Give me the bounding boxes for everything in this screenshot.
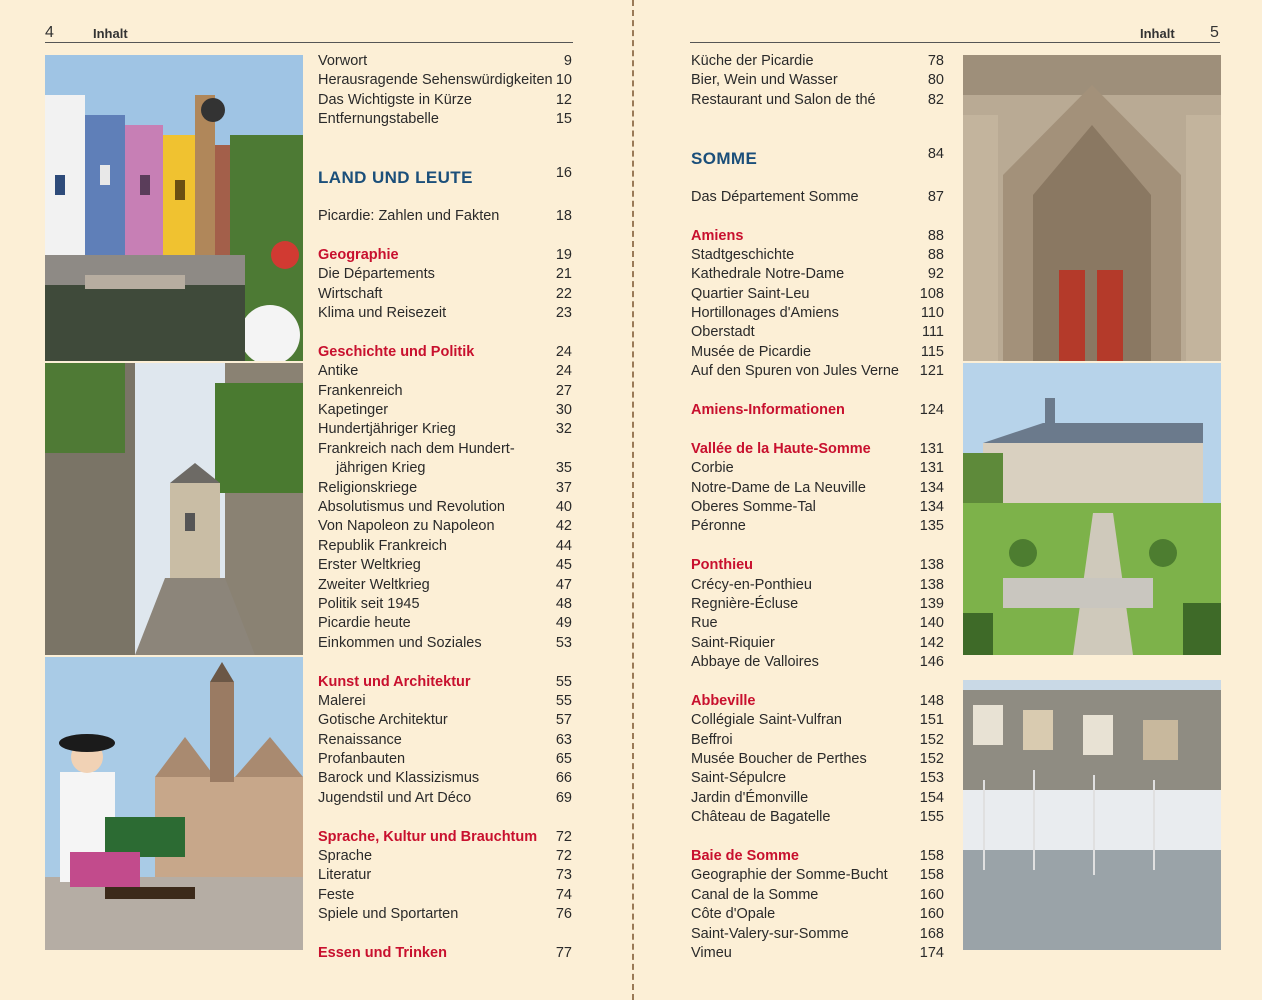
toc-entry-title: Canal de la Somme <box>691 886 819 903</box>
toc-chapter-heading <box>691 440 944 459</box>
toc-entry-page: 9 <box>563 53 572 69</box>
toc-entry <box>691 711 944 730</box>
toc-entry <box>691 459 944 478</box>
photo-canal-houses <box>45 55 303 361</box>
toc-entry-page: 22 <box>555 285 572 302</box>
toc-entry-page: 42 <box>555 518 572 535</box>
toc-entry-page: 24 <box>555 363 572 380</box>
toc-entry-page: 77 <box>555 944 572 961</box>
toc-entry-title: Vallée de la Haute-Somme <box>691 440 871 457</box>
toc-entry-title: Baie de Somme <box>691 848 799 865</box>
toc-spacer <box>691 673 944 692</box>
toc-entry-page: 168 <box>919 925 944 942</box>
toc-entry-page: 115 <box>920 343 944 360</box>
toc-entry-page: 92 <box>927 266 944 283</box>
toc-entry <box>691 808 944 827</box>
toc-entry-title: Vimeu <box>691 944 732 961</box>
toc-entry-title: Jardin d'Émonville <box>691 789 809 806</box>
toc-entry-title: Spiele und Sportarten <box>318 906 459 923</box>
photo-cathedral-portal <box>963 55 1221 361</box>
toc-entry-title: Essen und Trinken <box>318 944 447 961</box>
toc-entry <box>318 789 572 808</box>
toc-entry-title: Ponthieu <box>691 557 754 574</box>
toc-entry-page: 110 <box>920 305 944 322</box>
toc-entry-page: 12 <box>555 91 572 108</box>
toc-entry-page: 148 <box>919 692 944 709</box>
toc-entry-title: Stadtgeschichte <box>691 246 795 263</box>
toc-entry-page: 87 <box>927 188 944 205</box>
toc-entry-title: Geographie der Somme-Bucht <box>691 867 888 884</box>
toc-entry-title: Saint-Valery-sur-Somme <box>691 925 849 942</box>
toc-chapter-heading <box>691 401 944 420</box>
toc-entry-title: Renaissance <box>318 731 402 748</box>
toc-entry <box>691 71 944 90</box>
toc-entry-page: 88 <box>927 246 944 263</box>
toc-entry <box>318 731 572 750</box>
toc-entry-page: 138 <box>919 557 944 574</box>
toc-entry-title: Barock und Klassizismus <box>318 770 480 787</box>
toc-entry <box>318 595 572 614</box>
photo-statue-town-hall <box>45 657 303 950</box>
toc-part-heading <box>691 145 944 168</box>
toc-entry <box>318 91 572 110</box>
right-page <box>634 0 1262 1000</box>
toc-entry <box>318 614 572 633</box>
toc-entry <box>691 789 944 808</box>
toc-entry <box>318 769 572 788</box>
toc-entry <box>691 246 944 265</box>
toc-entry-page: 19 <box>555 246 572 263</box>
toc-entry-page: 139 <box>919 595 944 612</box>
toc-left <box>318 52 572 963</box>
toc-spacer <box>691 168 944 187</box>
toc-entry-title: Rue <box>691 615 718 632</box>
toc-entry <box>318 886 572 905</box>
toc-entry-title: Quartier Saint-Leu <box>691 285 810 302</box>
toc-entry-title: Klima und Reisezeit <box>318 305 447 322</box>
toc-entry <box>318 692 572 711</box>
toc-entry <box>691 576 944 595</box>
toc-entry-title: Sprache <box>318 848 373 865</box>
toc-spacer <box>691 420 944 439</box>
toc-entry-title: Herausragende Sehenswürdigkeiten <box>318 72 553 89</box>
toc-entry <box>691 91 944 110</box>
toc-entry <box>318 479 572 498</box>
toc-spacer <box>318 808 572 827</box>
toc-entry-page: 65 <box>555 751 572 768</box>
toc-entry-page: 134 <box>919 499 944 515</box>
toc-entry-page: 152 <box>919 731 944 748</box>
toc-entry <box>691 343 944 362</box>
header-rule-left <box>45 42 573 43</box>
toc-entry-page: 27 <box>555 382 572 399</box>
toc-spacer <box>318 323 572 342</box>
toc-entry-page: 73 <box>555 867 572 884</box>
toc-entry <box>318 634 572 653</box>
toc-chapter-heading <box>318 828 572 847</box>
toc-entry-title: Picardie: Zahlen und Fakten <box>318 208 500 225</box>
toc-entry-title: Bier, Wein und Wasser <box>691 72 838 89</box>
toc-entry <box>691 323 944 342</box>
toc-entry-title: Antike <box>318 363 359 380</box>
toc-entry-page: 152 <box>919 751 944 768</box>
toc-entry <box>318 517 572 536</box>
toc-spacer <box>318 925 572 944</box>
toc-entry <box>691 479 944 498</box>
toc-entry <box>691 614 944 633</box>
toc-entry-title: Politik seit 1945 <box>318 595 420 612</box>
toc-entry <box>691 304 944 323</box>
toc-entry-title: Hortillonages d'Amiens <box>691 305 839 322</box>
toc-entry-page: 108 <box>919 285 944 302</box>
toc-entry-page: 140 <box>919 615 944 632</box>
toc-entry-page: 63 <box>555 731 572 748</box>
toc-entry-page: 44 <box>555 537 572 554</box>
toc-entry <box>691 653 944 672</box>
toc-chapter-heading <box>318 246 572 265</box>
toc-entry-title: Saint-Sépulcre <box>691 770 787 787</box>
toc-entry-title: Kathedrale Notre-Dame <box>691 266 845 283</box>
toc-entry <box>318 265 572 284</box>
toc-entry <box>318 110 572 129</box>
toc-entry-page: 23 <box>555 305 572 322</box>
toc-entry <box>318 847 572 866</box>
toc-entry <box>691 866 944 885</box>
toc-entry-title: Geschichte und Politik <box>318 343 475 360</box>
toc-entry-title: Feste <box>318 886 355 903</box>
toc-entry-title: Oberstadt <box>691 324 755 341</box>
toc-entry-page: 72 <box>555 828 572 845</box>
toc-entry-title: Regnière-Écluse <box>691 595 799 612</box>
toc-entry-page: 82 <box>927 91 944 108</box>
toc-entry <box>691 265 944 284</box>
photo-abbey-garden <box>963 363 1221 655</box>
toc-entry <box>691 925 944 944</box>
toc-entry-title: Amiens <box>691 227 744 244</box>
toc-entry <box>318 285 572 304</box>
toc-entry-page: 174 <box>919 944 944 961</box>
toc-entry <box>318 304 572 323</box>
toc-entry <box>318 71 572 90</box>
toc-entry <box>318 905 572 924</box>
toc-entry-title: Beffroi <box>691 731 733 748</box>
toc-entry <box>691 498 944 517</box>
toc-entry-title: Côte d'Opale <box>691 906 776 923</box>
page-number-right: 5 <box>1210 24 1219 41</box>
toc-entry-page: 76 <box>555 906 572 923</box>
toc-entry-title: Abbeville <box>691 692 756 709</box>
toc-entry-page: 53 <box>555 634 572 651</box>
toc-entry-title: Frankreich nach dem Hundert- <box>318 440 515 457</box>
toc-entry-page: 72 <box>555 848 572 865</box>
toc-entry <box>318 711 572 730</box>
toc-entry-title: Picardie heute <box>318 615 411 632</box>
toc-entry-title: Wirtschaft <box>318 285 383 302</box>
toc-entry-page: 18 <box>555 208 572 225</box>
running-head-left: Inhalt <box>93 26 128 41</box>
toc-entry <box>691 634 944 653</box>
toc-entry-page: 32 <box>555 421 572 438</box>
toc-entry-title: Religionskriege <box>318 479 418 496</box>
toc-entry-page: 30 <box>555 402 572 419</box>
toc-right <box>691 52 944 963</box>
toc-entry-title: Château de Bagatelle <box>691 809 831 826</box>
toc-entry-page: 124 <box>919 402 944 419</box>
toc-entry-title: Erster Weltkrieg <box>318 557 421 574</box>
toc-entry-page: 47 <box>555 576 572 593</box>
toc-entry <box>318 401 572 420</box>
toc-entry-title: Republik Frankreich <box>318 537 447 554</box>
toc-chapter-heading <box>691 692 944 711</box>
toc-entry-page: 151 <box>919 712 944 729</box>
toc-entry-page: 153 <box>919 770 944 787</box>
toc-entry <box>691 944 944 963</box>
toc-part-heading <box>318 165 572 188</box>
toc-entry-title: Das Département Somme <box>691 188 859 205</box>
toc-entry-page: 55 <box>555 673 572 690</box>
toc-entry-page: 55 <box>555 692 572 709</box>
toc-entry-title: Auf den Spuren von Jules Verne <box>691 363 899 380</box>
toc-spacer <box>691 382 944 401</box>
toc-chapter-heading <box>691 227 944 246</box>
toc-entry-page: 45 <box>555 557 572 574</box>
toc-entry-title: LAND UND LEUTE <box>318 168 473 188</box>
toc-entry-page: 69 <box>555 789 572 806</box>
toc-entry-title: Notre-Dame de La Neuville <box>691 479 866 496</box>
toc-spacer <box>691 110 944 149</box>
toc-entry <box>318 382 572 401</box>
toc-entry-title: Entfernungstabelle <box>318 111 439 128</box>
toc-entry-title: Kapetinger <box>318 402 389 419</box>
toc-entry <box>691 731 944 750</box>
toc-entry <box>318 362 572 381</box>
toc-entry <box>691 769 944 788</box>
toc-entry <box>318 420 572 439</box>
toc-chapter-heading <box>318 343 572 362</box>
toc-entry-page: 160 <box>919 906 944 923</box>
toc-entry-page: 80 <box>927 72 944 89</box>
toc-entry-title: Abbaye de Valloires <box>691 654 819 671</box>
toc-entry-title: Das Wichtigste in Kürze <box>318 91 472 108</box>
toc-entry-title: Oberes Somme-Tal <box>691 499 816 515</box>
toc-entry-page: 111 <box>921 324 944 341</box>
toc-entry-page: 10 <box>555 72 572 89</box>
toc-entry-title: Collégiale Saint-Vulfran <box>691 712 842 729</box>
toc-entry <box>691 188 944 207</box>
toc-entry-title: Geographie <box>318 246 399 263</box>
header-rule-right <box>690 42 1220 43</box>
toc-entry-title: Péronne <box>691 518 746 535</box>
toc-entry-title: Amiens-Informationen <box>691 402 845 419</box>
page-number-left: 4 <box>45 24 54 41</box>
running-head-right: Inhalt <box>1140 26 1175 41</box>
toc-entry-title: Malerei <box>318 692 366 709</box>
toc-entry-page: 158 <box>919 867 944 884</box>
toc-spacer <box>318 653 572 672</box>
toc-entry <box>318 207 572 226</box>
toc-entry <box>318 459 572 478</box>
toc-entry-page: 40 <box>555 499 572 515</box>
toc-chapter-heading <box>318 673 572 692</box>
toc-entry-title: Vorwort <box>318 53 368 69</box>
toc-entry <box>691 52 944 71</box>
toc-entry-title: Einkommen und Soziales <box>318 634 482 651</box>
toc-entry-page: 142 <box>919 634 944 651</box>
toc-entry-page: 154 <box>919 789 944 806</box>
toc-entry-title: Saint-Riquier <box>691 634 775 651</box>
toc-entry <box>691 362 944 381</box>
toc-entry <box>318 750 572 769</box>
toc-entry-page: 57 <box>555 712 572 729</box>
toc-entry-title: Absolutismus und Revolution <box>318 499 505 515</box>
toc-entry-page: 35 <box>555 460 572 477</box>
toc-spacer <box>318 130 572 169</box>
toc-entry <box>318 440 572 459</box>
toc-entry-page: 134 <box>919 479 944 496</box>
toc-entry-title: Corbie <box>691 460 734 477</box>
toc-entry <box>318 537 572 556</box>
toc-entry <box>691 595 944 614</box>
toc-entry-title: Profanbauten <box>318 751 406 768</box>
toc-chapter-heading <box>691 847 944 866</box>
toc-entry-page: 48 <box>555 595 572 612</box>
toc-entry-title: Literatur <box>318 867 372 884</box>
toc-entry-title: Musée de Picardie <box>691 343 812 360</box>
toc-entry-page: 78 <box>927 53 944 69</box>
toc-chapter-heading <box>691 556 944 575</box>
toc-entry-page: 21 <box>555 266 572 283</box>
toc-entry-page: 155 <box>919 809 944 826</box>
toc-entry-title: Von Napoleon zu Napoleon <box>318 518 495 535</box>
toc-entry-page: 74 <box>555 886 572 903</box>
toc-entry-page: 49 <box>555 615 572 632</box>
toc-entry-page: 158 <box>919 848 944 865</box>
toc-entry-page: 37 <box>555 479 572 496</box>
toc-entry <box>691 285 944 304</box>
photo-stone-lane <box>45 363 303 655</box>
toc-entry-title: Jugendstil und Art Déco <box>318 789 472 806</box>
toc-entry-title: Hundertjähriger Krieg <box>318 421 456 438</box>
toc-entry-page: 88 <box>927 227 944 244</box>
toc-entry <box>318 498 572 517</box>
toc-entry-title: jährigen Krieg <box>336 460 426 477</box>
toc-entry-page: 131 <box>919 460 944 477</box>
toc-spacer <box>691 828 944 847</box>
toc-entry <box>691 905 944 924</box>
toc-entry-page: 135 <box>919 518 944 535</box>
toc-spacer <box>318 188 572 207</box>
toc-entry-title: Zweiter Weltkrieg <box>318 576 430 593</box>
toc-entry <box>691 750 944 769</box>
toc-entry-title: Crécy-en-Ponthieu <box>691 576 812 593</box>
toc-entry-page: 15 <box>555 111 572 128</box>
toc-chapter-heading <box>318 944 572 963</box>
photo-harbour-saint-valery <box>963 680 1221 950</box>
toc-entry <box>691 886 944 905</box>
toc-entry-page: 160 <box>919 886 944 903</box>
toc-entry-title: Gotische Architektur <box>318 712 448 729</box>
toc-entry-title: Die Départements <box>318 266 435 283</box>
toc-spacer <box>318 227 572 246</box>
toc-entry-page: 146 <box>919 654 944 671</box>
toc-entry-page: 84 <box>927 145 944 162</box>
toc-entry <box>318 52 572 71</box>
toc-entry-title: Küche der Picardie <box>691 53 814 69</box>
toc-entry-page: 131 <box>919 440 944 457</box>
toc-entry-page: 16 <box>555 165 572 182</box>
toc-entry-title: SOMME <box>691 148 758 168</box>
toc-entry <box>318 576 572 595</box>
toc-entry <box>318 556 572 575</box>
toc-spacer <box>691 207 944 226</box>
toc-entry <box>691 517 944 536</box>
toc-entry <box>318 866 572 885</box>
toc-entry-page: 66 <box>555 770 572 787</box>
toc-entry-page: 121 <box>919 363 944 380</box>
toc-entry-title: Musée Boucher de Perthes <box>691 751 867 768</box>
toc-entry-title: Kunst und Architektur <box>318 673 471 690</box>
toc-entry-page: 24 <box>555 343 572 360</box>
toc-entry-title: Frankenreich <box>318 382 403 399</box>
toc-entry-title: Restaurant und Salon de thé <box>691 91 876 108</box>
toc-entry-page: 138 <box>919 576 944 593</box>
toc-entry-title: Sprache, Kultur und Brauchtum <box>318 828 538 845</box>
toc-spacer <box>691 537 944 556</box>
